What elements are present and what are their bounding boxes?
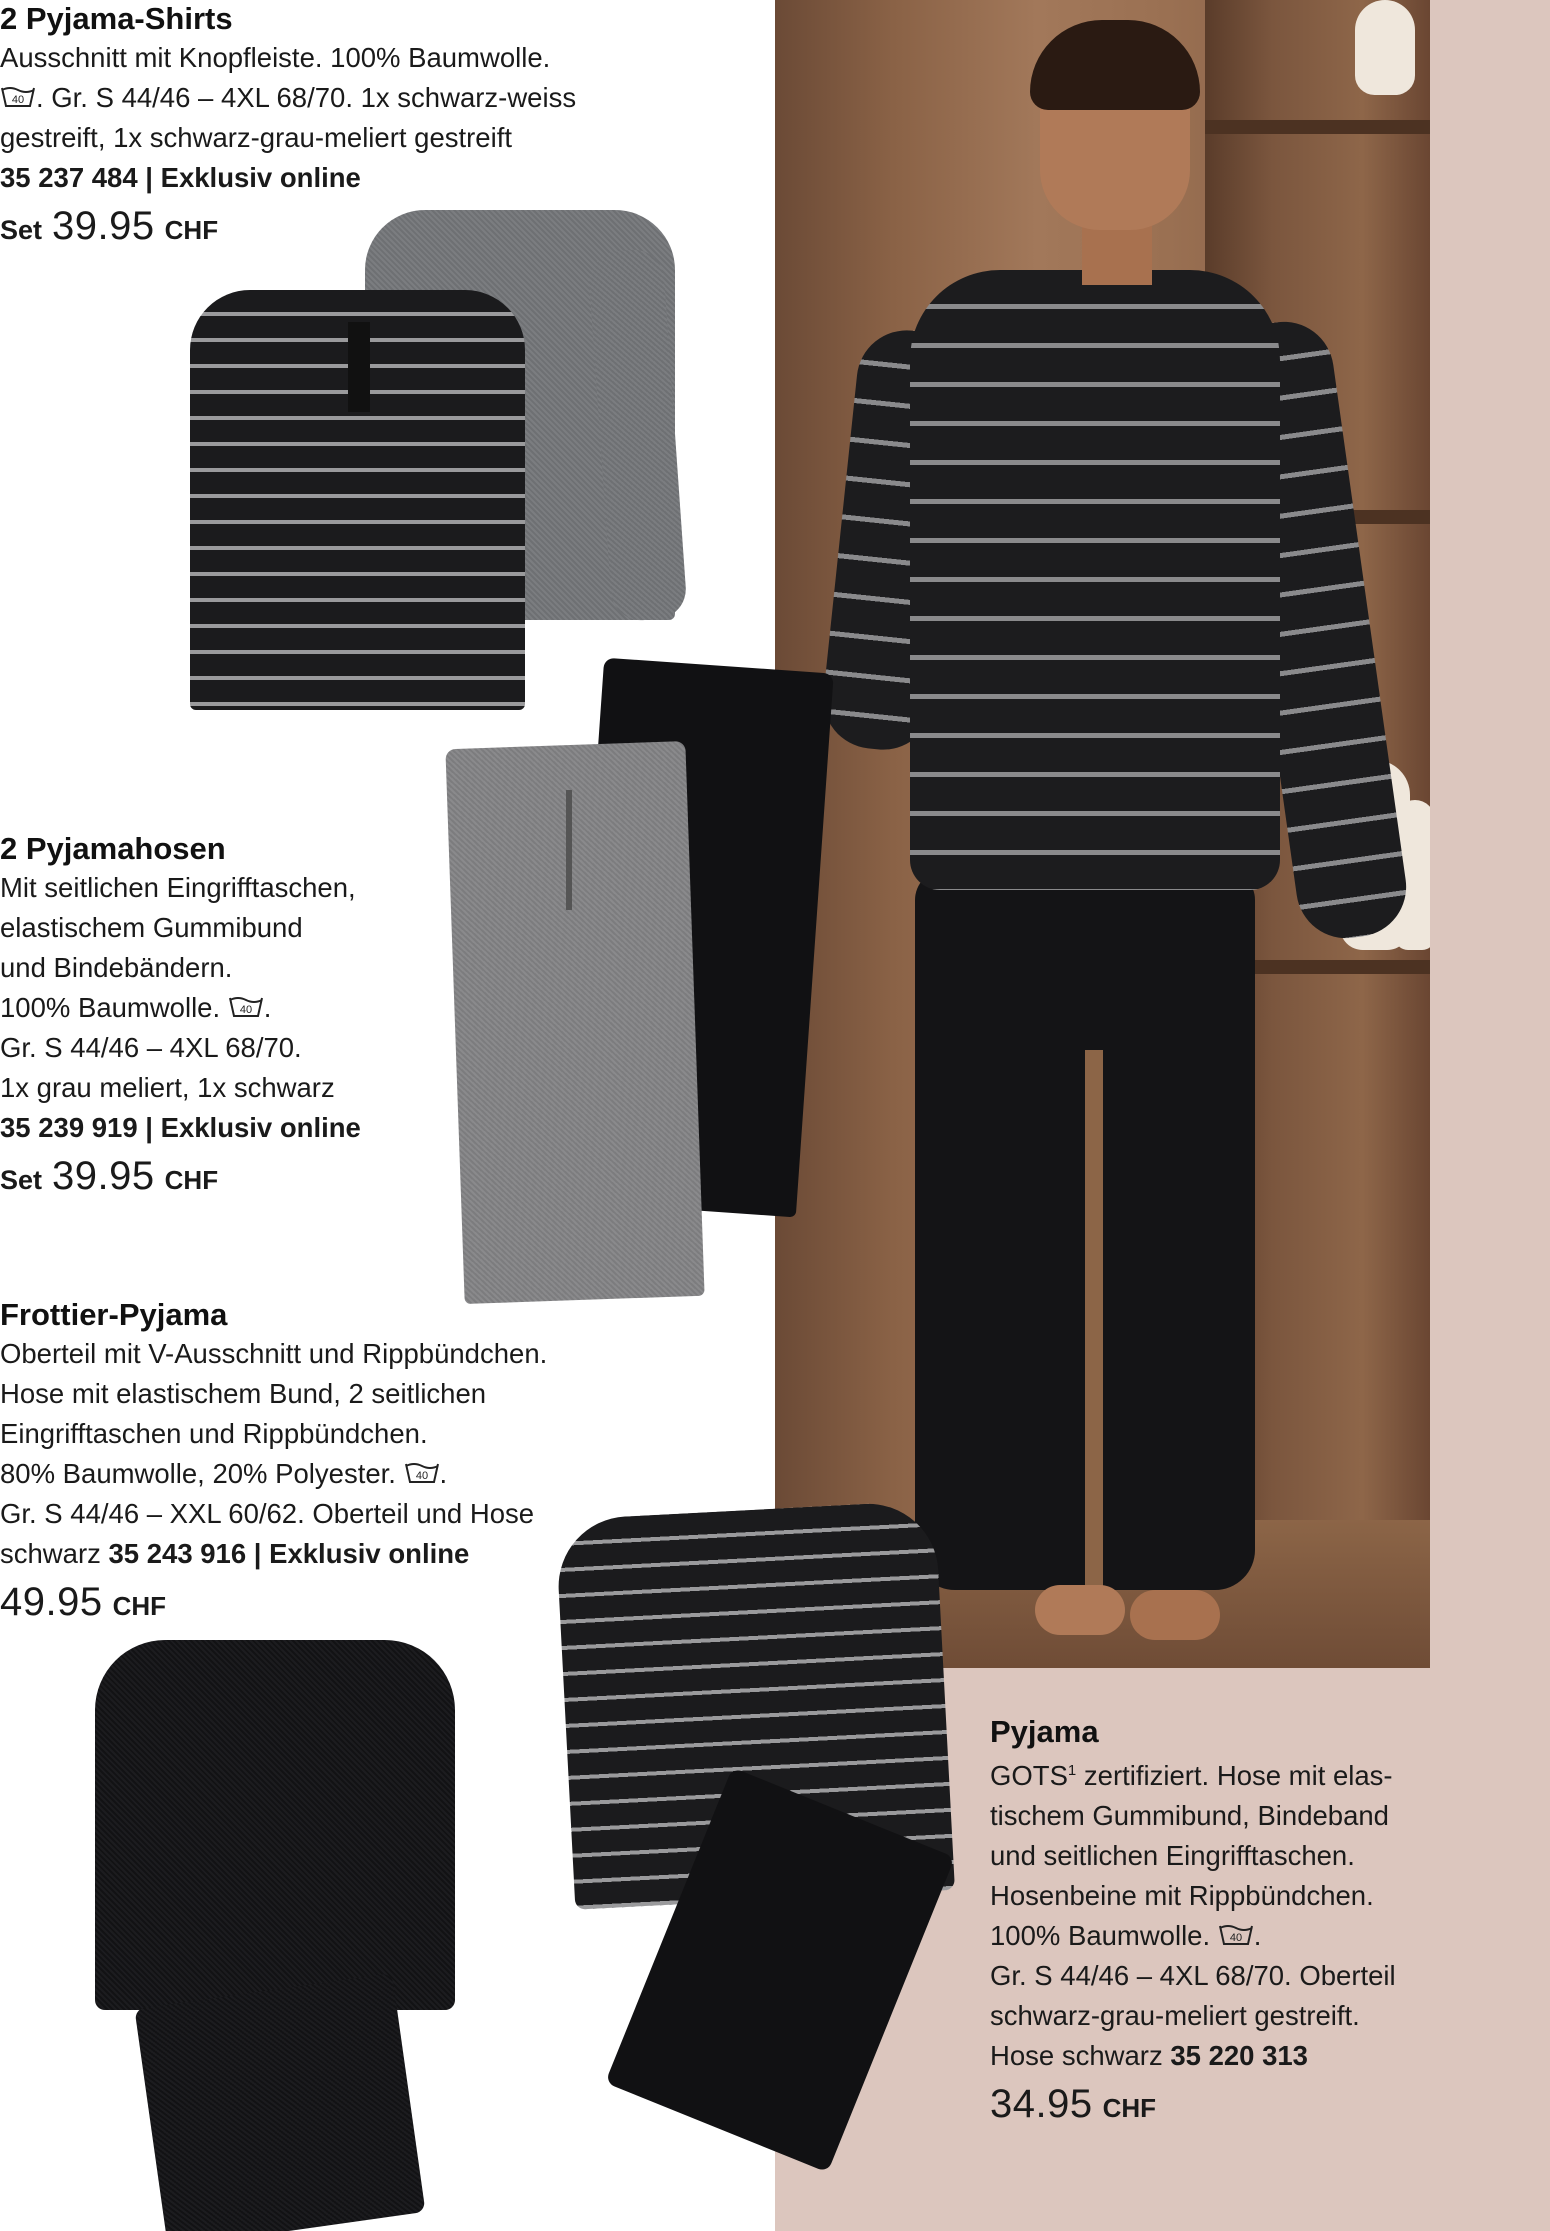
svg-text:40: 40 xyxy=(239,1004,252,1016)
shirts-price: 39.95 xyxy=(52,204,155,248)
wash-40-icon xyxy=(228,991,264,1017)
terry-price: 49.95 xyxy=(0,1580,103,1624)
wash-40-icon xyxy=(1218,1919,1254,1945)
shirts-desc-2: . Gr. S 44/46 – 4XL 68/70. 1x schwarz-weiss xyxy=(36,82,577,113)
terry-article-number: 35 243 916 xyxy=(108,1538,247,1569)
pants-availability: Exklusiv online xyxy=(160,1112,361,1143)
shirts-desc-3: gestreift, 1x schwarz-grau-meliert gestreift xyxy=(0,122,512,153)
shirts-article-number: 35 237 484 xyxy=(0,162,138,193)
pyjama-info: Pyjama GOTS$^1$ zertifiziert. Hose mit elas- tischem Gummibund, Bindeband und seitlichen Eingrifftaschen. Hosenbeine mit Rippbündchen. 100% Baumwolle. 40 . Gr. S 44/46 – 4XL 68/70. Oberteil schwarz-grau-meliert gestreift. Hose schwarz 35 220 313 34.95 CHF xyxy=(990,1714,1396,2127)
pants-article-number: 35 239 919 xyxy=(0,1112,138,1143)
pants-price-row: Set 39.95 CHF xyxy=(0,1154,219,1198)
terry-title: Frottier-Pyjama xyxy=(0,1297,228,1332)
terry-price-row: 49.95 CHF xyxy=(0,1580,167,1624)
wash-40-icon xyxy=(404,1457,440,1483)
separator: | xyxy=(145,162,153,193)
shirts-title: 2 Pyjama-Shirts xyxy=(0,1,233,36)
svg-text:40: 40 xyxy=(415,1470,428,1482)
wash-40-icon xyxy=(0,81,36,107)
terry-info: Frottier-Pyjama Oberteil mit V-Ausschnitt und Rippbündchen. Hose mit elastischem Bund, 2 seitlichen Eingrifftaschen und Rippbündchen. 80% Baumwolle, 20% Polyester. 40 . Gr. S 44/46 – XXL 60/62. Oberteil und Hose schwarz 35 243 916 | Exklusiv online 49.95 CHF xyxy=(0,1297,548,1624)
pyjama-price: 34.95 xyxy=(990,2082,1093,2127)
shirts-availability: Exklusiv online xyxy=(160,162,361,193)
pyjama-article-number: 35 220 313 xyxy=(1170,2040,1308,2072)
shirts-desc-1: Ausschnitt mit Knopfleiste. 100% Baumwolle. xyxy=(0,42,551,73)
pants-info: 2 Pyjamahosen Mit seitlichen Eingrifftaschen, elastischem Gummibund und Bindebändern. 100% Baumwolle. 40 . Gr. S 44/46 – 4XL 68/70. 1x grau meliert, 1x schwarz 35 239 919 | Exklusiv online Set 39.95 CHF xyxy=(0,831,361,1198)
terry-availability: Exklusiv online xyxy=(269,1538,470,1569)
pyjama-price-row: 34.95 CHF xyxy=(990,2082,1157,2127)
svg-text:40: 40 xyxy=(1229,1932,1242,1945)
model-striped-shirt xyxy=(910,270,1280,890)
svg-text:40: 40 xyxy=(11,94,25,106)
separator: | xyxy=(145,1112,153,1143)
separator: | xyxy=(253,1538,262,1569)
shirts-info xyxy=(0,0,576,249)
pants-price: 39.95 xyxy=(52,1154,155,1198)
shirts-price-row: Set 39.95 CHF xyxy=(0,204,219,248)
pyjama-title: Pyjama xyxy=(990,1714,1099,1749)
pants-title: 2 Pyjamahosen xyxy=(0,831,226,866)
